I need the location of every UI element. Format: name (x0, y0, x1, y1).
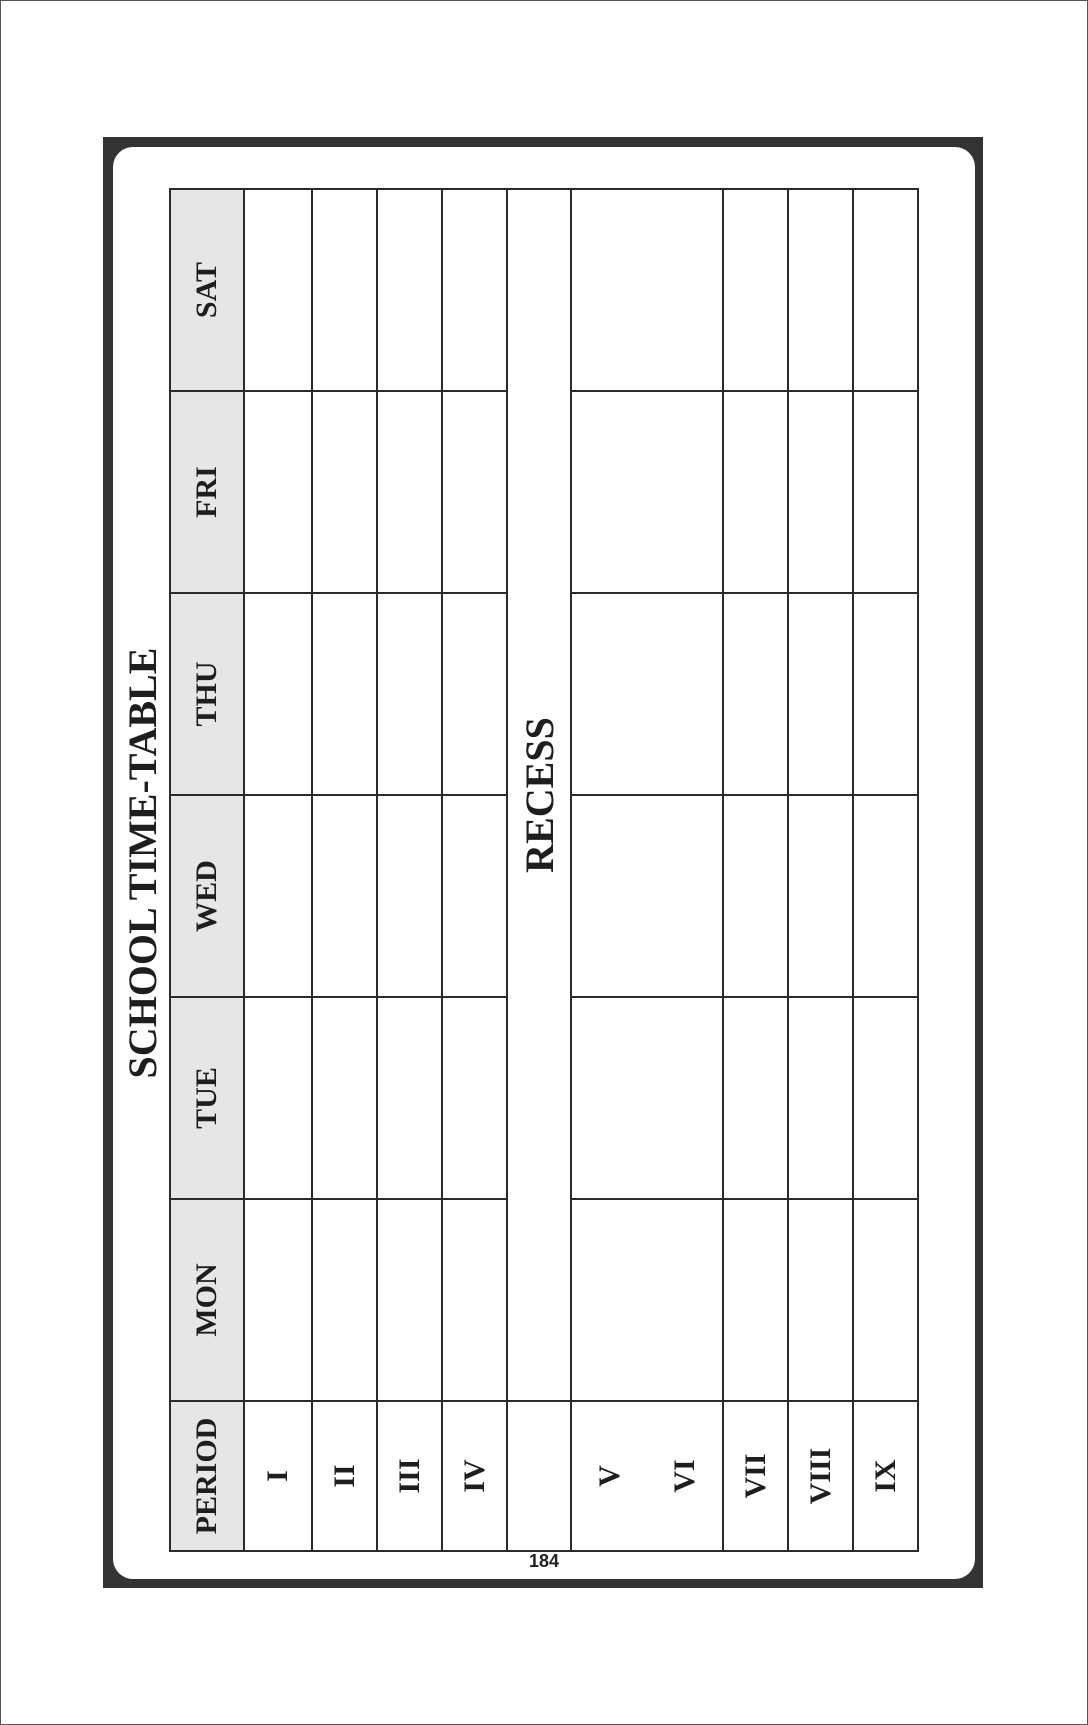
timetable-cell[interactable] (571, 189, 723, 391)
rotated-timetable (113, 147, 975, 1579)
period-label: IV (442, 1401, 507, 1551)
timetable-cell[interactable] (377, 795, 442, 997)
table-row (571, 189, 723, 1551)
period-label: VIII (788, 1401, 853, 1551)
period-label: IX (853, 1401, 918, 1551)
timetable-cell[interactable] (853, 593, 918, 795)
timetable-cell[interactable] (312, 593, 377, 795)
header-period: PERIOD (170, 1401, 244, 1551)
timetable-cell[interactable] (788, 795, 853, 997)
timetable-cell[interactable] (853, 189, 918, 391)
header-wed: WED (170, 795, 244, 997)
timetable-cell[interactable] (571, 997, 723, 1199)
timetable-cell[interactable] (312, 795, 377, 997)
header-thu: THU (170, 593, 244, 795)
page-number: 184 (528, 1551, 560, 1571)
timetable-grid (169, 188, 919, 1552)
timetable-cell[interactable] (723, 997, 788, 1199)
table-row (312, 189, 377, 1551)
table-row (853, 189, 918, 1551)
timetable-cell[interactable] (788, 1199, 853, 1401)
header-mon: MON (170, 1199, 244, 1401)
timetable-cell[interactable] (571, 391, 723, 593)
period-label: III (377, 1401, 442, 1551)
timetable-cell[interactable] (377, 997, 442, 1199)
timetable-cell[interactable] (853, 391, 918, 593)
timetable-cell[interactable] (244, 1199, 312, 1401)
timetable-cell[interactable] (723, 593, 788, 795)
timetable-cell[interactable] (377, 593, 442, 795)
period-label: II (312, 1401, 377, 1551)
timetable-cell[interactable] (442, 593, 507, 795)
timetable-cell[interactable] (244, 593, 312, 795)
timetable-cell[interactable] (442, 391, 507, 593)
timetable-cell[interactable] (244, 795, 312, 997)
timetable-cell[interactable] (788, 391, 853, 593)
timetable-cell[interactable] (244, 189, 312, 391)
timetable-cell[interactable] (312, 189, 377, 391)
timetable-cell[interactable] (377, 391, 442, 593)
timetable-cell[interactable] (853, 795, 918, 997)
header-row (170, 189, 244, 1551)
timetable-cell[interactable] (312, 997, 377, 1199)
header-tue: TUE (170, 997, 244, 1199)
header-fri: FRI (170, 391, 244, 593)
table-row (788, 189, 853, 1551)
table-row (723, 189, 788, 1551)
timetable-cell[interactable] (377, 189, 442, 391)
timetable-cell[interactable] (723, 391, 788, 593)
recess-period-blank (507, 1401, 571, 1551)
table-row (442, 189, 507, 1551)
period-label: V (592, 1465, 626, 1487)
timetable-cell[interactable] (312, 1199, 377, 1401)
timetable-cell[interactable] (571, 593, 723, 795)
timetable-cell[interactable] (312, 391, 377, 593)
timetable-cell[interactable] (788, 189, 853, 391)
timetable-cell[interactable] (723, 189, 788, 391)
page-title: SCHOOL TIME-TABLE (120, 647, 165, 1079)
timetable-cell[interactable] (571, 795, 723, 997)
recess-row (507, 189, 571, 1551)
period-label: VII (723, 1401, 788, 1551)
timetable-cell[interactable] (442, 1199, 507, 1401)
table-row (377, 189, 442, 1551)
period-label: VI (667, 1459, 701, 1493)
recess-label: RECESS (507, 189, 571, 1401)
timetable-cell[interactable] (442, 795, 507, 997)
timetable-cell[interactable] (853, 997, 918, 1199)
timetable-cell[interactable] (244, 997, 312, 1199)
timetable-cell[interactable] (571, 1199, 723, 1401)
timetable-cell[interactable] (788, 593, 853, 795)
period-label-double (571, 1401, 723, 1551)
timetable-cell[interactable] (377, 1199, 442, 1401)
timetable-cell[interactable] (723, 1199, 788, 1401)
timetable-cell[interactable] (244, 391, 312, 593)
period-label: I (244, 1401, 312, 1551)
timetable-cell[interactable] (442, 189, 507, 391)
timetable-cell[interactable] (853, 1199, 918, 1401)
timetable-cell[interactable] (442, 997, 507, 1199)
timetable-cell[interactable] (788, 997, 853, 1199)
timetable-cell[interactable] (723, 795, 788, 997)
header-sat: SAT (170, 189, 244, 391)
table-row (244, 189, 312, 1551)
